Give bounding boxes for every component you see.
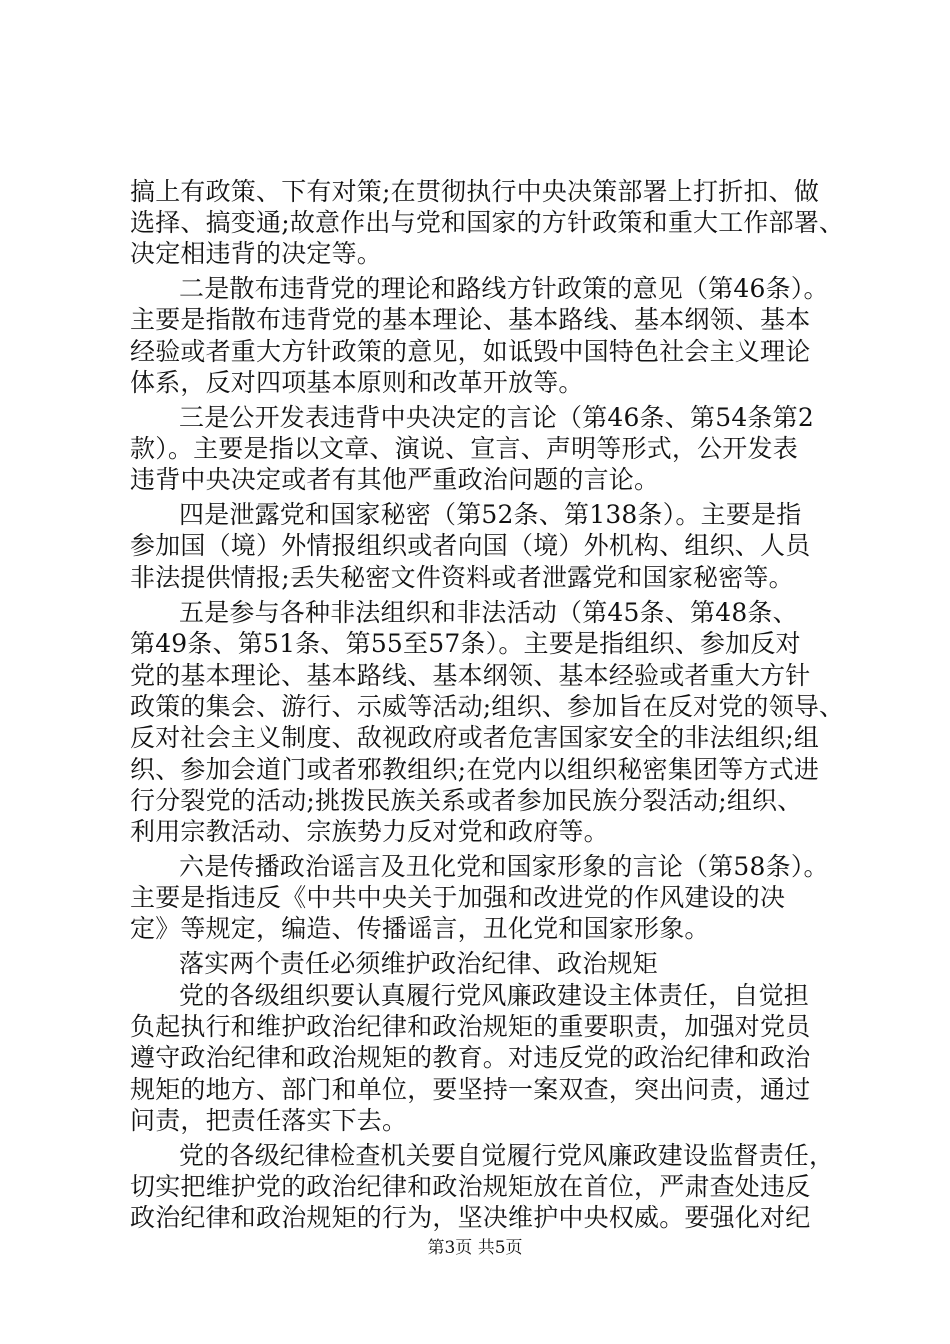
text-line: 反对社会主义制度、敌视政府或者危害国家安全的非法组织;组	[130, 723, 820, 752]
text-line: 定》等规定，编造、传播谣言，丑化党和国家形象。	[130, 914, 710, 943]
text-line: 参加国（境）外情报组织或者向国（境）外机构、组织、人员	[130, 531, 811, 560]
text-line: 党的各级纪律检查机关要自觉履行党风廉政建设监督责任，	[179, 1141, 835, 1170]
text-line: 党的基本理论、基本路线、基本纲领、基本经验或者重大方针	[130, 661, 811, 690]
text-line: 二是散布违背党的理论和路线方针政策的意见（第46条）。	[179, 274, 829, 303]
text-line: 主要是指散布违背党的基本理论、基本路线、基本纲领、基本	[130, 305, 811, 334]
text-line: 非法提供情报;丢失秘密文件资料或者泄露党和国家秘密等。	[130, 563, 794, 592]
text-line: 落实两个责任必须维护政治纪律、政治规矩	[179, 949, 658, 978]
text-line: 搞上有政策、下有对策;在贯彻执行中央决策部署上打折扣、做	[130, 177, 820, 206]
text-line: 决定相违背的决定等。	[130, 239, 383, 268]
text-line: 选择、搞变通;故意作出与党和国家的方针政策和重大工作部署、	[130, 208, 845, 237]
text-line: 三是公开发表违背中央决定的言论（第46条、第54条第2	[179, 403, 814, 432]
text-line: 织、参加会道门或者邪教组织;在党内以组织秘密集团等方式进	[130, 755, 820, 784]
text-line: 负起执行和维护政治纪律和政治规矩的重要职责，加强对党员	[130, 1012, 811, 1041]
text-line: 政治纪律和政治规矩的行为，坚决维护中央权威。要强化对纪	[130, 1203, 811, 1232]
text-line: 四是泄露党和国家秘密（第52条、第138条）。主要是指	[179, 500, 802, 529]
text-line: 体系，反对四项基本原则和改革开放等。	[130, 368, 584, 397]
text-line: 六是传播政治谣言及丑化党和国家形象的言论（第58条）。	[179, 852, 829, 881]
text-line: 经验或者重大方针政策的意见，如诋毁中国特色社会主义理论	[130, 337, 811, 366]
text-line: 五是参与各种非法组织和非法活动（第45条、第48条、	[179, 598, 798, 627]
text-line: 政策的集会、游行、示威等活动;组织、参加旨在反对党的领导、	[130, 692, 845, 721]
text-line: 遵守政治纪律和政治规矩的教育。对违反党的政治纪律和政治	[130, 1043, 811, 1072]
text-line: 违背中央决定或者有其他严重政治问题的言论。	[130, 465, 660, 494]
text-line: 款）。主要是指以文章、演说、宣言、声明等形式，公开发表	[130, 434, 798, 463]
text-line: 利用宗教活动、宗族势力反对党和政府等。	[130, 817, 609, 846]
text-line: 党的各级组织要认真履行党风廉政建设主体责任，自觉担	[179, 981, 810, 1010]
text-line: 第49条、第51条、第55至57条）。主要是指组织、参加反对	[130, 629, 801, 658]
text-line: 行分裂党的活动;挑拨民族关系或者参加民族分裂活动;组织、	[130, 786, 803, 815]
text-line: 问责，把责任落实下去。	[130, 1106, 408, 1135]
page-footer: 第3页 共5页	[427, 1238, 523, 1258]
text-line: 规矩的地方、部门和单位，要坚持一案双查，突出问责，通过	[130, 1075, 811, 1104]
text-line: 主要是指违反《中共中央关于加强和改进党的作风建设的决	[130, 883, 786, 912]
text-line: 切实把维护党的政治纪律和政治规矩放在首位，严肃查处违反	[130, 1172, 811, 1201]
